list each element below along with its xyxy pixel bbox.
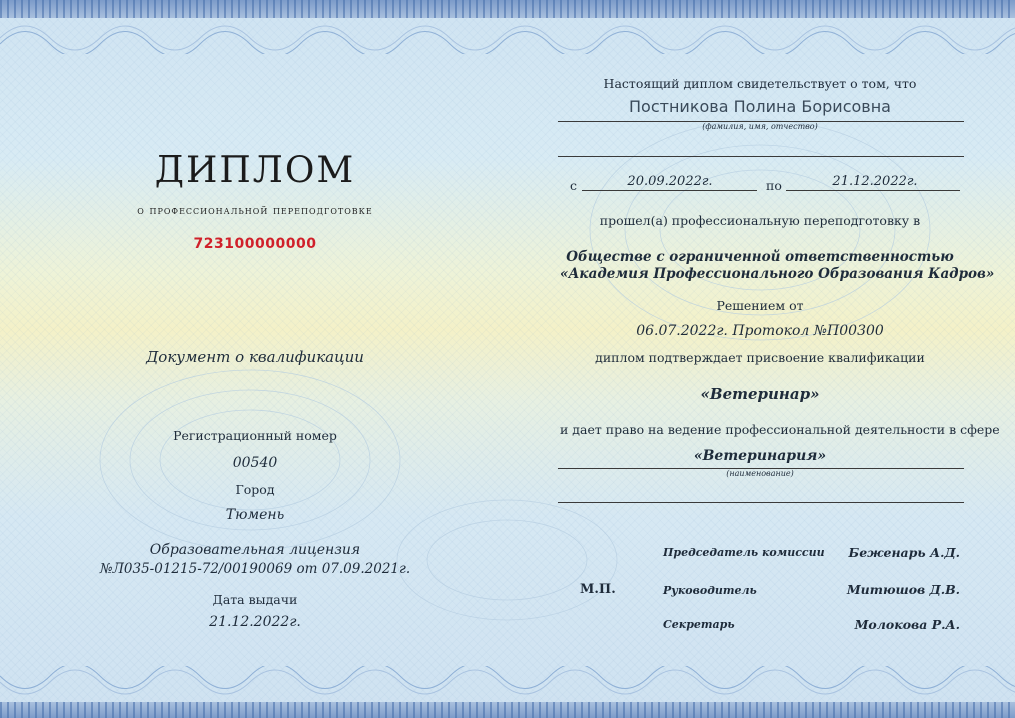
- signatory-role: Председатель комиссии: [663, 546, 825, 559]
- signatory-role: Секретарь: [663, 618, 735, 631]
- from-label: с: [570, 178, 578, 193]
- issue-date: 21.12.2022г.: [209, 614, 301, 630]
- decision-label: Решением от: [716, 298, 804, 313]
- license-number: №Л035-01215-72/00190069 от 07.09.2021г.: [99, 561, 411, 577]
- from-date-underline: [582, 190, 757, 191]
- city-value: Тюмень: [225, 507, 285, 523]
- name-second-line: [558, 156, 964, 157]
- organization-line2: «Академия Профессионального Образования Кадров»: [560, 266, 995, 282]
- rights-text: и дает право на ведение профессиональной деятельности в сфере: [560, 422, 1000, 437]
- diploma-subtitle: о профессиональной переподготовке: [137, 203, 373, 217]
- signatory-role: Руководитель: [663, 584, 757, 597]
- decision-value: 06.07.2022г. Протокол №П00300: [636, 323, 884, 339]
- field-hint: (наименование): [726, 469, 794, 478]
- stamp-label: М.П.: [580, 582, 616, 597]
- ornament-wave-bottom: [0, 666, 1015, 706]
- confirms-text: диплом подтверждает присвоение квалификации: [595, 350, 925, 365]
- name-hint: (фамилия, имя, отчество): [702, 122, 818, 131]
- qualification: «Ветеринар»: [700, 385, 820, 403]
- signatory-name: Беженарь А.Д.: [848, 545, 960, 560]
- organization-line1: Обществе с ограниченной ответственностью: [566, 249, 954, 265]
- to-date-underline: [786, 190, 960, 191]
- document-type: Документ о квалификации: [146, 348, 364, 366]
- signatory-name: Митюшов Д.В.: [846, 582, 960, 597]
- field-second-line: [558, 502, 964, 503]
- passed-text: прошел(а) профессиональную переподготовку в: [599, 213, 921, 228]
- professional-field: «Ветеринария»: [693, 448, 827, 464]
- full-name: Постникова Полина Борисовна: [629, 97, 891, 116]
- certifies-text: Настоящий диплом свидетельствует о том, что: [603, 76, 917, 91]
- registration-number: 00540: [232, 455, 278, 471]
- diploma-title: ДИПЛОМ: [154, 150, 356, 191]
- license-label: Образовательная лицензия: [149, 542, 361, 558]
- serial-number: 723100000000: [193, 236, 317, 252]
- from-date: 20.09.2022г.: [627, 174, 713, 189]
- to-date: 21.12.2022г.: [832, 174, 918, 189]
- city-label: Город: [235, 482, 275, 497]
- signatory-name: Молокова Р.А.: [854, 617, 960, 632]
- registration-label: Регистрационный номер: [173, 428, 337, 443]
- issue-date-label: Дата выдачи: [212, 592, 298, 607]
- ornament-wave-top: [0, 14, 1015, 54]
- to-label: по: [766, 178, 782, 193]
